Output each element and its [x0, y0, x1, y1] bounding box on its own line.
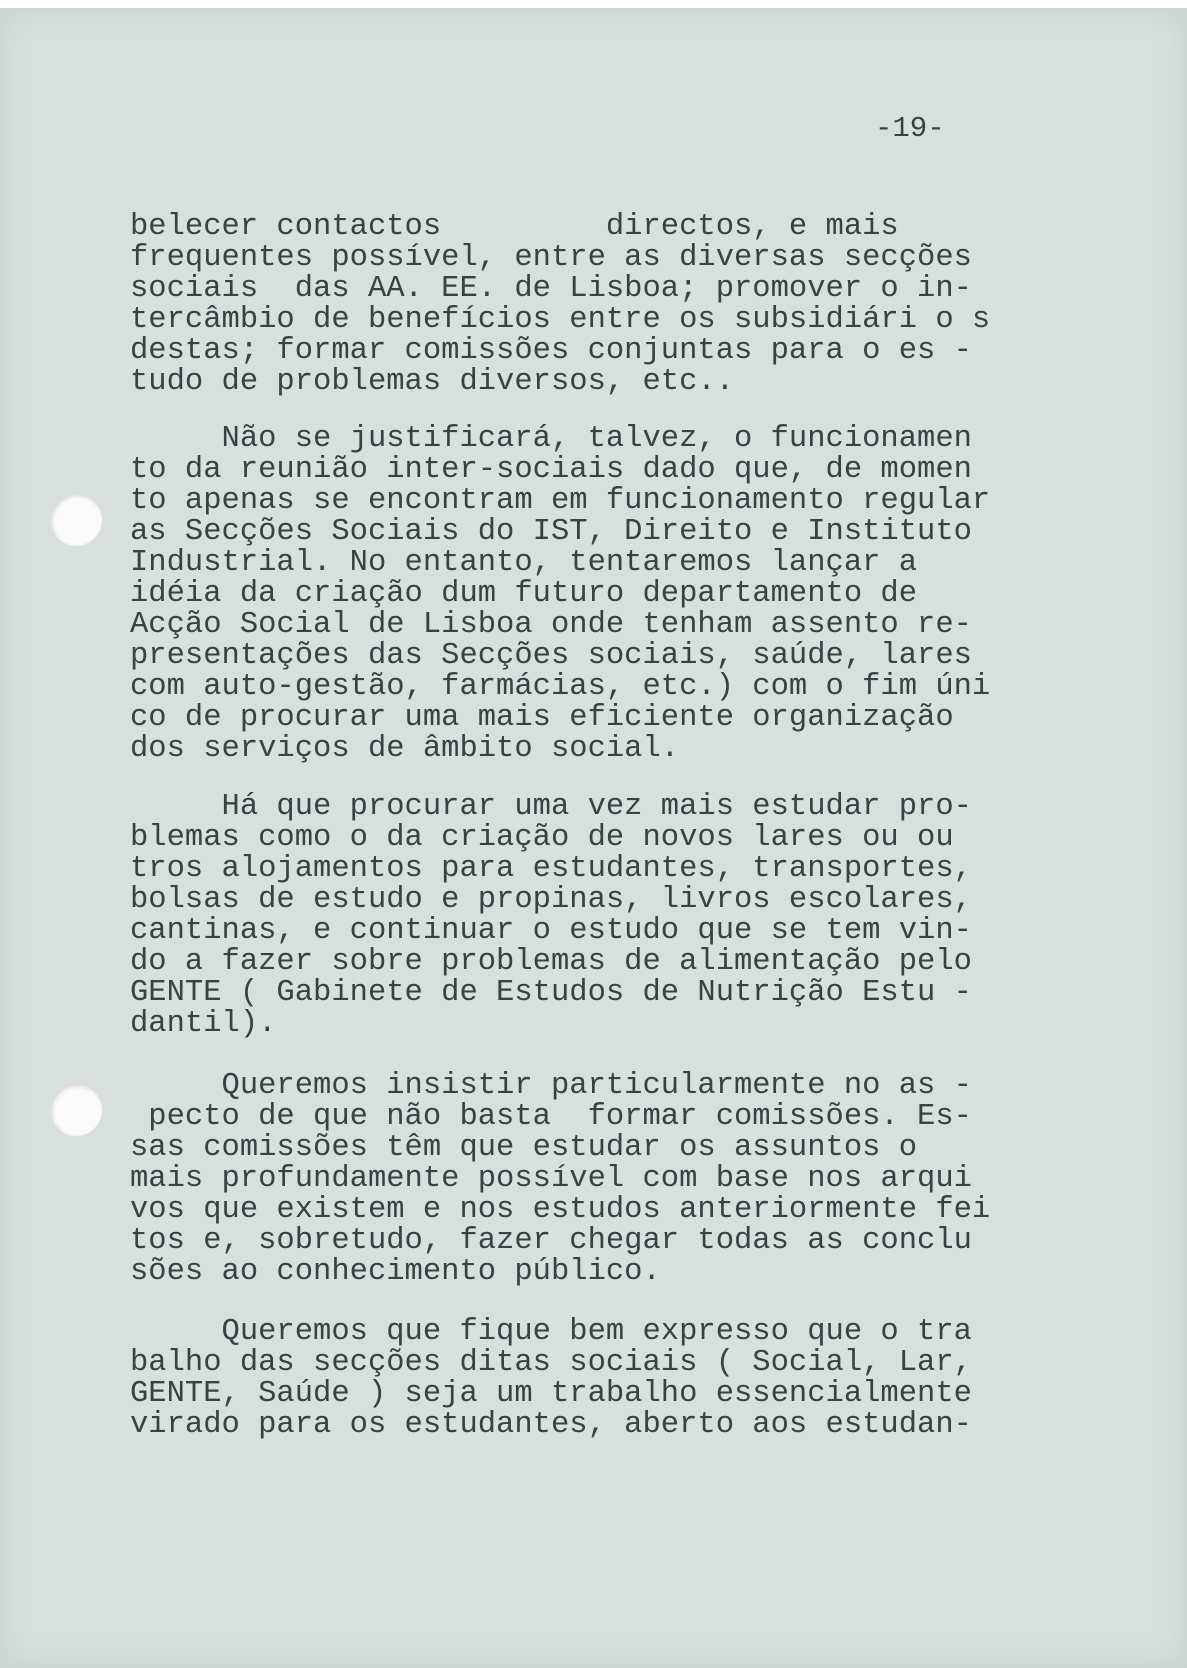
page-number: -19- — [875, 112, 945, 145]
text-line: Não se justificará, talvez, o funcionamen — [130, 422, 972, 456]
text-line: dantil). — [130, 1007, 277, 1041]
paragraph — [130, 1071, 990, 1288]
text-line: blemas como o da criação de novos lares ou ou — [130, 821, 954, 855]
text-line: GENTE, Saúde ) seja um trabalho essencialmente — [130, 1377, 972, 1411]
text-line: dos serviços de âmbito social. — [130, 732, 680, 766]
text-line: Acção Social de Lisboa onde tenham assento re- — [130, 608, 972, 642]
paragraph — [130, 1317, 972, 1441]
text-line: tudo de problemas diversos, etc.. — [130, 365, 734, 399]
text-line: sões ao conhecimento público. — [130, 1255, 661, 1289]
text-line: frequentes possível, entre as diversas secções — [130, 241, 972, 275]
text-line: Queremos que fique bem expresso que o tra — [130, 1315, 972, 1349]
text-line: co de procurar uma mais eficiente organização — [130, 701, 954, 735]
text-line: idéia da criação dum futuro departamento de — [130, 577, 918, 611]
punch-hole — [50, 494, 102, 546]
text-line: balho das secções ditas sociais ( Social, Lar, — [130, 1346, 972, 1380]
text-line: pecto de que não basta formar comissões. Es- — [130, 1100, 972, 1134]
paragraph — [130, 792, 972, 1040]
text-line: GENTE ( Gabinete de Estudos de Nutrição Estu - — [130, 976, 972, 1010]
text-line: tos e, sobretudo, fazer chegar todas as conclu — [130, 1224, 972, 1258]
text-line: sas comissões têm que estudar os assuntos o — [130, 1131, 918, 1165]
text-line: as Secções Sociais do IST, Direito e Instituto — [130, 515, 972, 549]
text-line: vos que existem e nos estudos anteriormente fei — [130, 1193, 991, 1227]
text-line: destas; formar comissões conjuntas para o es - — [130, 334, 972, 368]
text-line: to da reunião inter-sociais dado que, de momen — [130, 453, 972, 487]
text-line: bolsas de estudo e propinas, livros escolares, — [130, 883, 972, 917]
text-line: com auto-gestão, farmácias, etc.) com o fim úni — [130, 670, 991, 704]
text-line: mais profundamente possível com base nos arqui — [130, 1162, 972, 1196]
text-line: Queremos insistir particularmente no as - — [130, 1069, 972, 1103]
paragraph — [130, 424, 990, 765]
paragraph — [130, 212, 990, 398]
text-line: cantinas, e continuar o estudo que se tem vin- — [130, 914, 972, 948]
punch-hole — [50, 1084, 102, 1136]
text-line: tros alojamentos para estudantes, transportes, — [130, 852, 972, 886]
text-line: belecer contactos directos, e mais — [130, 210, 899, 244]
text-line: Há que procurar uma vez mais estudar pro- — [130, 790, 972, 824]
text-line: presentações das Secções sociais, saúde, lares — [130, 639, 972, 673]
text-line: to apenas se encontram em funcionamento regular — [130, 484, 991, 518]
text-line: virado para os estudantes, aberto aos estudan- — [130, 1408, 972, 1442]
text-line: do a fazer sobre problemas de alimentação pelo — [130, 945, 972, 979]
text-line: tercâmbio de benefícios entre os subsidiári o s — [130, 303, 991, 337]
text-line: sociais das AA. EE. de Lisboa; promover o in- — [130, 272, 972, 306]
text-line: Industrial. No entanto, tentaremos lançar a — [130, 546, 918, 580]
